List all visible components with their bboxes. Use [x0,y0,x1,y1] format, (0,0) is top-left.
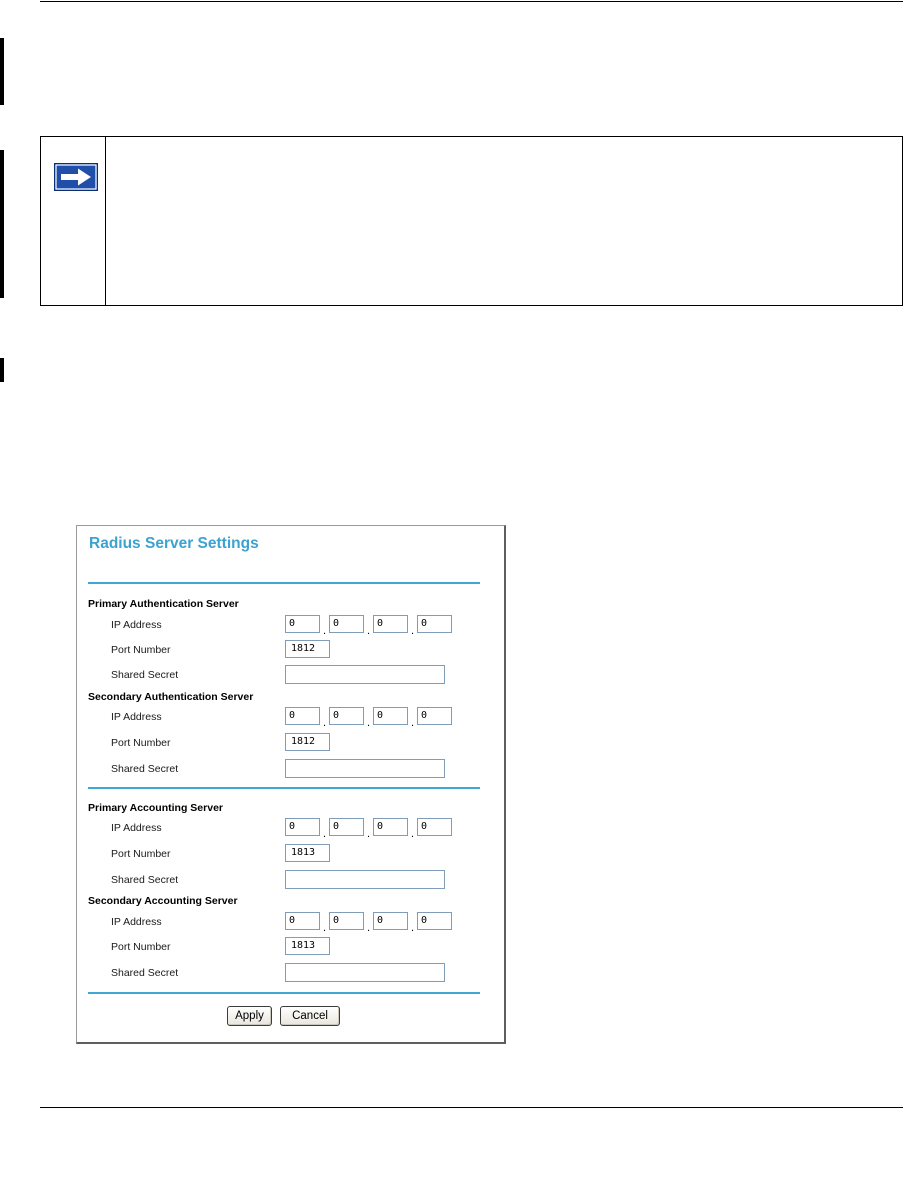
ip-octet-3-input[interactable]: 0 [373,818,408,836]
section-heading-secondary-accounting: Secondary Accounting Server [88,895,238,907]
ip-octet-1-input[interactable]: 0 [285,615,320,633]
port-number-input[interactable]: 1813 [285,844,330,862]
ip-separator: . [411,625,415,637]
port-number-label: Port Number [111,644,171,656]
ip-octet-3-input[interactable]: 0 [373,615,408,633]
ip-separator: . [323,625,327,637]
ip-octet-1-input[interactable]: 0 [285,707,320,725]
ip-address-label: IP Address [111,822,162,834]
ip-octet-2-input[interactable]: 0 [329,707,364,725]
ip-octet-1-input[interactable]: 0 [285,818,320,836]
section-heading-primary-authentication: Primary Authentication Server [88,598,239,610]
ip-separator: . [323,922,327,934]
shared-secret-input[interactable] [285,759,445,778]
change-bar [0,38,4,105]
ip-octet-2-input[interactable]: 0 [329,615,364,633]
ip-separator: . [367,922,371,934]
ip-octet-3-input[interactable]: 0 [373,707,408,725]
ip-separator: . [411,717,415,729]
port-number-input[interactable]: 1812 [285,733,330,751]
change-bar [0,358,4,382]
shared-secret-label: Shared Secret [111,763,179,775]
section-divider [88,787,480,789]
note-icon-cell [41,137,106,305]
shared-secret-input[interactable] [285,963,445,982]
cancel-button[interactable]: Cancel [280,1006,340,1026]
panel-title: Radius Server Settings [89,535,259,552]
shared-secret-label: Shared Secret [111,874,179,886]
right-arrow-icon [54,163,98,191]
shared-secret-input[interactable] [285,870,445,889]
ip-octet-4-input[interactable]: 0 [417,615,452,633]
ip-address-label: IP Address [111,619,162,631]
section-heading-secondary-authentication: Secondary Authentication Server [88,691,254,703]
ip-octet-1-input[interactable]: 0 [285,912,320,930]
shared-secret-input[interactable] [285,665,445,684]
ip-octet-3-input[interactable]: 0 [373,912,408,930]
ip-separator: . [367,828,371,840]
ip-separator: . [367,717,371,729]
apply-button[interactable]: Apply [227,1006,272,1026]
section-heading-primary-accounting: Primary Accounting Server [88,802,223,814]
ip-octet-4-input[interactable]: 0 [417,818,452,836]
shared-secret-label: Shared Secret [111,967,179,979]
port-number-label: Port Number [111,737,171,749]
change-bar [0,150,4,298]
shared-secret-label: Shared Secret [111,669,179,681]
ip-separator: . [323,717,327,729]
ip-octet-4-input[interactable]: 0 [417,707,452,725]
port-number-label: Port Number [111,941,171,953]
ip-separator: . [367,625,371,637]
footer-rule [40,1107,903,1108]
ip-separator: . [411,828,415,840]
ip-octet-2-input[interactable]: 0 [329,818,364,836]
section-divider [88,582,480,584]
ip-separator: . [323,828,327,840]
section-divider [88,992,480,994]
ip-address-label: IP Address [111,711,162,723]
port-number-input[interactable]: 1813 [285,937,330,955]
ip-octet-4-input[interactable]: 0 [417,912,452,930]
radius-server-settings-panel [76,525,506,1044]
ip-octet-2-input[interactable]: 0 [329,912,364,930]
port-number-label: Port Number [111,848,171,860]
note-box [40,136,903,306]
port-number-input[interactable]: 1812 [285,640,330,658]
ip-separator: . [411,922,415,934]
header-rule [40,1,903,2]
ip-address-label: IP Address [111,916,162,928]
